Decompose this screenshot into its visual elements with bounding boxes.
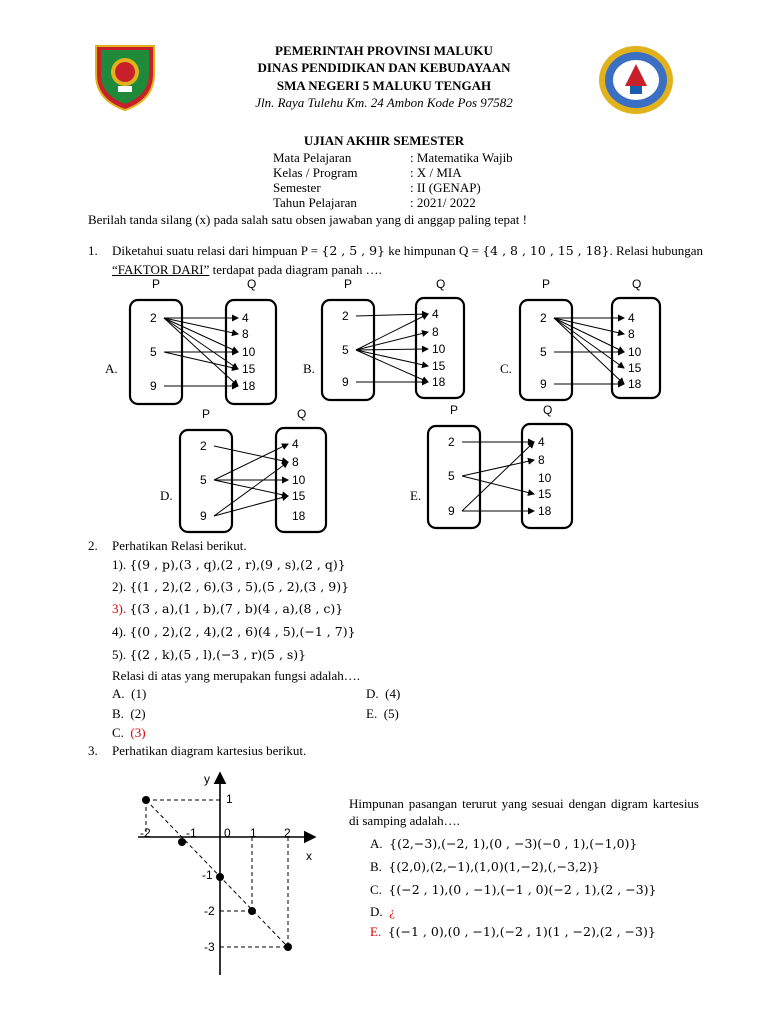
q3-text: Perhatikan diagram kartesius berikut. (112, 743, 307, 758)
set-q-value: 18 (538, 504, 552, 518)
set-p-value: 2 (342, 309, 349, 323)
relation-arrow (554, 318, 624, 352)
q1-option-a[interactable]: A. (105, 361, 118, 376)
set-q-value: 18 (628, 377, 642, 391)
graph-point (178, 838, 186, 846)
set-q-value: 10 (292, 473, 306, 487)
relation-arrow (462, 460, 534, 476)
info-label: Kelas / Program (273, 165, 358, 180)
q3-answer-a[interactable]: A. {(2,−3),(−2, 1),(0 , −3)(−0 , 1),(−1,0)} (370, 836, 638, 851)
info-label: Semester (273, 180, 321, 195)
set-p-value: 5 (150, 345, 157, 359)
set-q-value: 8 (538, 453, 545, 467)
tick-label: -2 (204, 904, 215, 918)
set-q-label: Q (297, 407, 307, 421)
relation-arrow (356, 314, 428, 316)
graph-point (284, 943, 292, 951)
set-q-value: 18 (292, 509, 306, 523)
q2-answer-b[interactable]: B. (2) (112, 706, 146, 721)
graph-point (248, 907, 256, 915)
q3-number: 3. (88, 743, 98, 758)
set-q-value: 10 (432, 342, 446, 356)
set-q-value: 4 (538, 435, 545, 449)
set-p-value: 5 (200, 473, 207, 487)
graph-point (216, 873, 224, 881)
set-q-value: 4 (242, 311, 249, 325)
q1-text: Diketahui suatu relasi dari himpuan P = {2 , 5 , 9} ke himpunan Q = {4 , 8 , 10 , 15 , 18}. Relasi hubungan (112, 243, 703, 258)
relation-arrow (554, 318, 624, 384)
q2-relation: 3). {(3 , a),(1 , b),(7 , b)(4 , a),(8 , c)} (112, 601, 344, 616)
info-value: : X / MIA (410, 165, 462, 180)
q2-relation: 4). {(0 , 2),(2 , 4),(2 , 6)(4 , 5),(−1 , 7)} (112, 624, 356, 639)
set-q-value: 8 (242, 327, 249, 341)
q1-option-b[interactable]: B. (303, 361, 315, 376)
set-q-value: 18 (242, 379, 256, 393)
set-p-label: P (542, 278, 551, 291)
q2-text: Perhatikan Relasi berikut. (112, 538, 247, 553)
y-axis-label: y (204, 772, 210, 786)
tick-label: 1 (250, 826, 257, 840)
q2-relation: 1). {(9 , p),(3 , q),(2 , r),(9 , s),(2 , q)} (112, 557, 346, 572)
q1-number: 1. (88, 243, 98, 258)
exam-title: UJIAN AKHIR SEMESTER (303, 133, 465, 148)
q3-answer-e[interactable]: E. {(−1 , 0),(0 , −1),(−2 , 1)(1 , −2),(2 , −3)} (370, 924, 656, 939)
header-line-3: SMA NEGERI 5 MALUKU TENGAH (276, 78, 492, 93)
q3-description: Himpunan pasangan terurut yang sesuai dengan digram kartesius di samping adalah…. (349, 796, 699, 828)
q2-answer-a[interactable]: A. (1) (112, 686, 147, 701)
q1-option-c[interactable]: C. (500, 361, 512, 376)
header-line-2: DINAS PENDIDIKAN DAN KEBUDAYAAN (257, 60, 511, 75)
relation-arrow (462, 476, 534, 494)
set-q-value: 10 (538, 471, 552, 485)
set-q-value: 8 (432, 325, 439, 339)
x-axis-label: x (306, 849, 312, 863)
set-q-label: Q (247, 278, 257, 291)
info-label: Tahun Pelajaran (273, 195, 357, 210)
set-q-label: Q (632, 278, 642, 291)
tick-label: -1 (186, 826, 197, 840)
q2-answer-e[interactable]: E. (5) (366, 706, 399, 721)
instruction-text: Berilah tanda silang (x) pada salah satu obsen jawaban yang di anggap paling tepat ! (88, 212, 527, 227)
set-q-value: 4 (292, 437, 299, 451)
q2-number: 2. (88, 538, 98, 553)
set-q-value: 15 (538, 487, 552, 501)
relation-arrow (356, 350, 428, 382)
q3-answer-c[interactable]: C. {(−2 , 1),(0 , −1),(−1 , 0)(−2 , 1),(2 , −3)} (370, 882, 657, 897)
q2-question: Relasi di atas yang merupakan fungsi adalah…. (112, 668, 361, 683)
set-q-value: 8 (628, 327, 635, 341)
tick-label: -3 (204, 940, 215, 954)
q2-relation: 5). {(2 , k),(5 , l),(−3 , r)(5 , s)} (112, 647, 307, 662)
q1-option-e[interactable]: E. (410, 488, 422, 503)
set-q-value: 15 (292, 489, 306, 503)
relation-arrow (462, 442, 534, 511)
q3-cartesian-graph (120, 765, 330, 980)
set-q-label: Q (436, 278, 446, 291)
set-p-value: 5 (540, 345, 547, 359)
set-p-value: 9 (448, 504, 455, 518)
q1-option-d[interactable]: D. (160, 488, 173, 503)
q2-answer-c[interactable]: C. (3) (112, 725, 146, 740)
set-p-value: 2 (448, 435, 455, 449)
set-q-value: 15 (628, 361, 642, 375)
tick-label: -2 (140, 826, 151, 840)
header-line-1: PEMERINTAH PROVINSI MALUKU (275, 43, 493, 58)
q2-relation: 2). {(1 , 2),(2 , 6),(3 , 5),(5 , 2),(3 , 9)} (112, 579, 350, 594)
relation-arrow (356, 314, 428, 350)
set-q-value: 10 (242, 345, 256, 359)
info-value: : Matematika Wajib (410, 150, 513, 165)
set-p-value: 5 (342, 343, 349, 357)
q2-answer-d[interactable]: D. (4) (366, 686, 401, 701)
set-p-label: P (152, 278, 161, 291)
set-p-value: 2 (200, 439, 207, 453)
set-q-value: 15 (242, 362, 256, 376)
header-address: Jln. Raya Tulehu Km. 24 Ambon Kode Pos 97582 (255, 95, 513, 110)
set-q-value: 4 (432, 307, 439, 321)
set-p-value: 2 (540, 311, 547, 325)
set-p-label: P (344, 278, 353, 291)
q1-arrow-diagrams (0, 278, 768, 538)
set-p-value: 9 (540, 377, 547, 391)
info-value: : 2021/ 2022 (410, 195, 476, 210)
graph-point (142, 796, 150, 804)
tick-label: 2 (284, 826, 291, 840)
q3-answer-d[interactable]: D. ¿ (370, 904, 395, 919)
set-q-value: 8 (292, 455, 299, 469)
set-p-value: 9 (342, 375, 349, 389)
set-q-value: 4 (628, 311, 635, 325)
set-q-value: 15 (432, 359, 446, 373)
relation-arrow (356, 350, 428, 366)
tick-label: 0 (224, 826, 231, 840)
set-q-value: 10 (628, 345, 642, 359)
set-p-value: 9 (200, 509, 207, 523)
tick-label: -1 (202, 868, 213, 882)
set-p-value: 5 (448, 469, 455, 483)
tick-label: 1 (226, 792, 233, 806)
relation-arrow (356, 349, 428, 350)
set-p-label: P (202, 407, 211, 421)
set-p-value: 9 (150, 379, 157, 393)
info-value: : II (GENAP) (410, 180, 481, 195)
set-q-value: 18 (432, 375, 446, 389)
set-p-value: 2 (150, 311, 157, 325)
relation-arrow (356, 332, 428, 350)
q1-text-line2: “FAKTOR DARI” terdapat pada diagram panah …. (112, 262, 382, 277)
set-q-label: Q (543, 403, 553, 417)
info-label: Mata Pelajaran (273, 150, 352, 165)
q3-answer-b[interactable]: B. {(2,0),(2,−1),(1,0)(1,−2),(,−3,2)} (370, 859, 600, 874)
set-p-label: P (450, 403, 459, 417)
